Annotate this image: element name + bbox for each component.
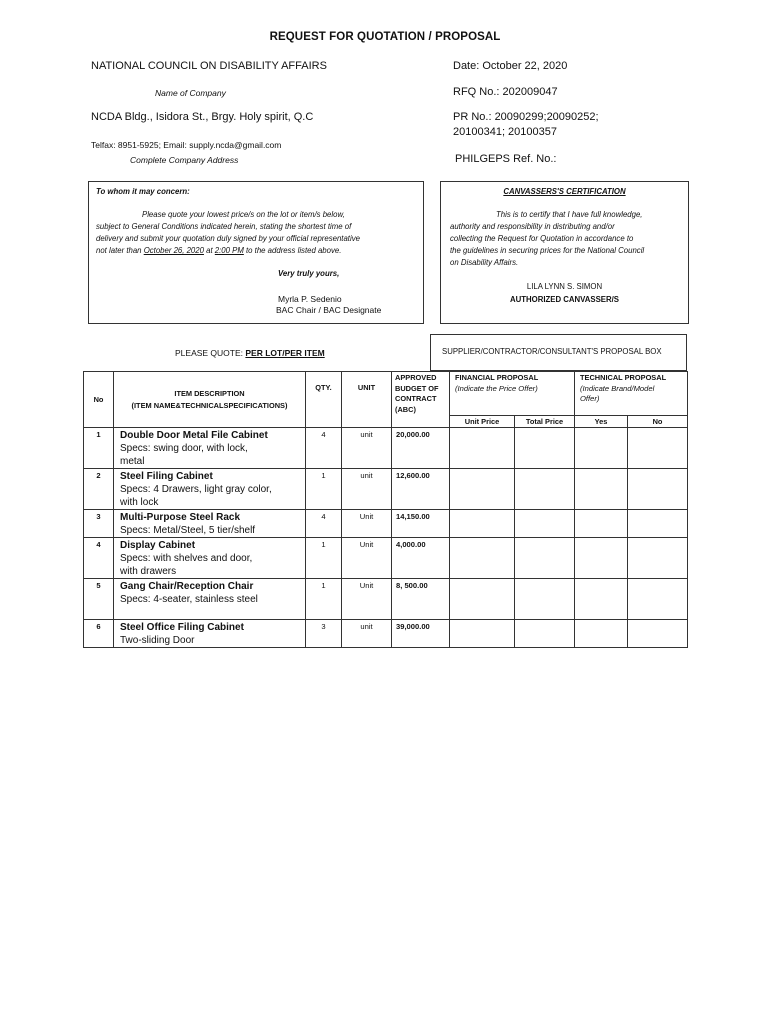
table-row — [84, 620, 688, 648]
row-spec-line-1: Two-sliding Door — [120, 635, 195, 646]
certification-line-5: on Disability Affairs. — [450, 258, 519, 267]
row-spec-line-2: with lock — [120, 497, 159, 508]
header-abc-line-4: (ABC) — [395, 404, 416, 414]
signatory-name: Myrla P. Sedenio — [278, 294, 342, 304]
concern-line-1: Please quote your lowest price/s on the lot or item/s below, — [142, 210, 345, 219]
row-unit: Unit — [342, 579, 392, 620]
row-description — [114, 620, 306, 648]
row-item-name: Steel Filing Cabinet — [120, 471, 213, 482]
please-quote-label: PLEASE QUOTE: — [175, 348, 246, 358]
header-abc-line-1: APPROVED — [395, 373, 437, 382]
row-spec-line-2: with drawers — [120, 566, 177, 577]
company-contact: Telfax: 8951-5925; Email: supply.ncda@gmail.com — [91, 140, 282, 150]
total-price-field[interactable] — [515, 510, 575, 538]
row-description — [114, 510, 306, 538]
row-no: 5 — [84, 579, 114, 620]
rfq-number: RFQ No.: 202009047 — [453, 86, 558, 98]
unit-price-field[interactable] — [450, 538, 515, 579]
row-item-name: Multi-Purpose Steel Rack — [120, 512, 241, 523]
concern-salutation: To whom it may concern: — [96, 187, 190, 196]
concern-line-3: delivery and submit your quotation duly signed by your official representative — [96, 234, 360, 243]
table-row — [84, 579, 688, 620]
total-price-field[interactable] — [515, 469, 575, 510]
technical-yes-field[interactable] — [575, 579, 628, 620]
header-description-line-2: (ITEM NAME&TECHNICALSPECIFICATIONS) — [131, 401, 288, 410]
row-qty: 1 — [306, 538, 342, 579]
pr-number-line1: PR No.: 20090299;20090252; — [453, 111, 599, 123]
canvasser-title: AUTHORIZED CANVASSER/S — [509, 295, 620, 304]
concern-box — [88, 181, 424, 324]
row-qty: 3 — [306, 620, 342, 648]
row-no: 2 — [84, 469, 114, 510]
row-abc: 4,000.00 — [392, 538, 450, 579]
header-no-col: No — [628, 416, 688, 428]
unit-price-field[interactable] — [450, 469, 515, 510]
row-unit: unit — [342, 469, 392, 510]
table-row — [84, 428, 688, 469]
proposal-box-header — [430, 334, 687, 371]
row-abc: 39,000.00 — [392, 620, 450, 648]
row-description — [114, 469, 306, 510]
row-no: 1 — [84, 428, 114, 469]
row-item-name: Double Door Metal File Cabinet — [120, 430, 268, 441]
row-abc: 20,000.00 — [392, 428, 450, 469]
header-no: No — [84, 372, 114, 428]
row-no: 3 — [84, 510, 114, 538]
certification-line-4: the guidelines in securing prices for the National Council — [450, 246, 645, 255]
row-unit: Unit — [342, 510, 392, 538]
header-description-line-1: ITEM DESCRIPTION — [174, 389, 245, 398]
certification-box — [440, 181, 689, 324]
header-unit-price: Unit Price — [450, 416, 515, 428]
deadline-date: October 26, 2020 — [143, 246, 204, 255]
total-price-field[interactable] — [515, 579, 575, 620]
technical-yes-field[interactable] — [575, 510, 628, 538]
technical-yes-field[interactable] — [575, 469, 628, 510]
row-spec-line-1: Specs: with shelves and door, — [120, 553, 253, 564]
technical-no-field[interactable] — [628, 510, 688, 538]
header-total-price: Total Price — [515, 416, 575, 428]
technical-no-field[interactable] — [628, 428, 688, 469]
concern-line-2: subject to General Conditions indicated herein, stating the shortest time of — [96, 222, 352, 231]
concern-line-4-suffix: to the address listed above. — [243, 246, 342, 255]
philgeps-ref: PHILGEPS Ref. No.: — [455, 153, 557, 165]
table-row — [84, 510, 688, 538]
certification-line-2: authority and responsibility in distributing and/or — [450, 222, 615, 231]
concern-line-4 — [96, 245, 341, 257]
header-abc-line-3: CONTRACT — [395, 394, 437, 403]
items-table — [83, 371, 688, 648]
row-abc: 12,600.00 — [392, 469, 450, 510]
header-unit: UNIT — [342, 372, 392, 428]
row-spec-line-1: Specs: swing door, with lock, — [120, 443, 248, 454]
row-description — [114, 579, 306, 620]
technical-yes-field[interactable] — [575, 428, 628, 469]
technical-no-field[interactable] — [628, 579, 688, 620]
row-abc: 8, 500.00 — [392, 579, 450, 620]
header-financial-subtitle: (Indicate the Price Offer) — [455, 383, 538, 393]
unit-price-field[interactable] — [450, 579, 515, 620]
unit-price-field[interactable] — [450, 620, 515, 648]
certification-line-1: This is to certify that I have full knowledge, — [496, 210, 643, 219]
concern-line-4-prefix: not later than — [96, 246, 144, 255]
row-unit: Unit — [342, 538, 392, 579]
company-address-caption: Complete Company Address — [130, 155, 239, 165]
unit-price-field[interactable] — [450, 510, 515, 538]
certification-heading: CANVASSERS'S CERTIFICATION — [503, 187, 626, 196]
company-name-caption: Name of Company — [155, 88, 226, 98]
please-quote — [175, 348, 325, 358]
technical-yes-field[interactable] — [575, 620, 628, 648]
header-technical-title: TECHNICAL PROPOSAL — [580, 373, 667, 382]
row-qty: 4 — [306, 428, 342, 469]
signatory-title: BAC Chair / BAC Designate — [276, 305, 382, 315]
total-price-field[interactable] — [515, 428, 575, 469]
header-technical-subtitle-2: Offer) — [580, 394, 600, 403]
technical-no-field[interactable] — [628, 620, 688, 648]
row-item-name: Steel Office Filing Cabinet — [120, 622, 244, 633]
closing-text: Very truly yours, — [278, 269, 340, 278]
table-header-row — [84, 372, 688, 416]
row-spec-line-1: Specs: 4-seater, stainless steel — [120, 594, 258, 605]
row-unit: unit — [342, 620, 392, 648]
row-qty: 1 — [306, 469, 342, 510]
header-abc-line-2: BUDGET OF — [395, 383, 439, 393]
header-technical — [575, 372, 688, 416]
company-address: NCDA Bldg., Isidora St., Brgy. Holy spirit, Q.C — [91, 111, 314, 123]
header-qty: QTY. — [306, 372, 342, 428]
document-title: REQUEST FOR QUOTATION / PROPOSAL — [269, 31, 501, 43]
row-abc: 14,150.00 — [392, 510, 450, 538]
technical-no-field[interactable] — [628, 469, 688, 510]
header-description — [114, 372, 306, 428]
concern-line-4-mid: at — [203, 246, 215, 255]
row-no: 4 — [84, 538, 114, 579]
table-row — [84, 469, 688, 510]
header-abc — [392, 372, 450, 428]
row-item-name: Gang Chair/Reception Chair — [120, 581, 254, 592]
technical-no-field[interactable] — [628, 538, 688, 579]
row-unit: unit — [342, 428, 392, 469]
row-description — [114, 428, 306, 469]
row-item-name: Display Cabinet — [120, 540, 196, 551]
rfq-date: Date: October 22, 2020 — [453, 60, 568, 72]
header-financial — [450, 372, 575, 416]
proposal-box-label: SUPPLIER/CONTRACTOR/CONSULTANT'S PROPOSAL BOX — [442, 347, 662, 356]
pr-number-line2: 20100341; 20100357 — [453, 126, 557, 138]
row-description — [114, 538, 306, 579]
certification-line-3: collecting the Request for Quotation in accordance to — [450, 234, 634, 243]
row-spec-line-2: metal — [120, 456, 145, 467]
row-spec-line-1: Specs: 4 Drawers, light gray color, — [120, 484, 272, 495]
canvasser-name: LILA LYNN S. SIMON — [526, 282, 603, 291]
unit-price-field[interactable] — [450, 428, 515, 469]
header-financial-title: FINANCIAL PROPOSAL — [455, 373, 539, 382]
header-technical-subtitle-1: (Indicate Brand/Model — [580, 383, 655, 393]
technical-yes-field[interactable] — [575, 538, 628, 579]
please-quote-value: PER LOT/PER ITEM — [245, 348, 325, 358]
row-no: 6 — [84, 620, 114, 648]
row-qty: 1 — [306, 579, 342, 620]
total-price-field[interactable] — [515, 620, 575, 648]
row-spec-line-1: Specs: Metal/Steel, 5 tier/shelf — [120, 525, 256, 536]
row-qty: 4 — [306, 510, 342, 538]
deadline-time: 2:00 PM — [214, 246, 244, 255]
total-price-field[interactable] — [515, 538, 575, 579]
company-name: NATIONAL COUNCIL ON DISABILITY AFFAIRS — [91, 60, 327, 72]
table-row — [84, 538, 688, 579]
header-yes: Yes — [575, 416, 628, 428]
